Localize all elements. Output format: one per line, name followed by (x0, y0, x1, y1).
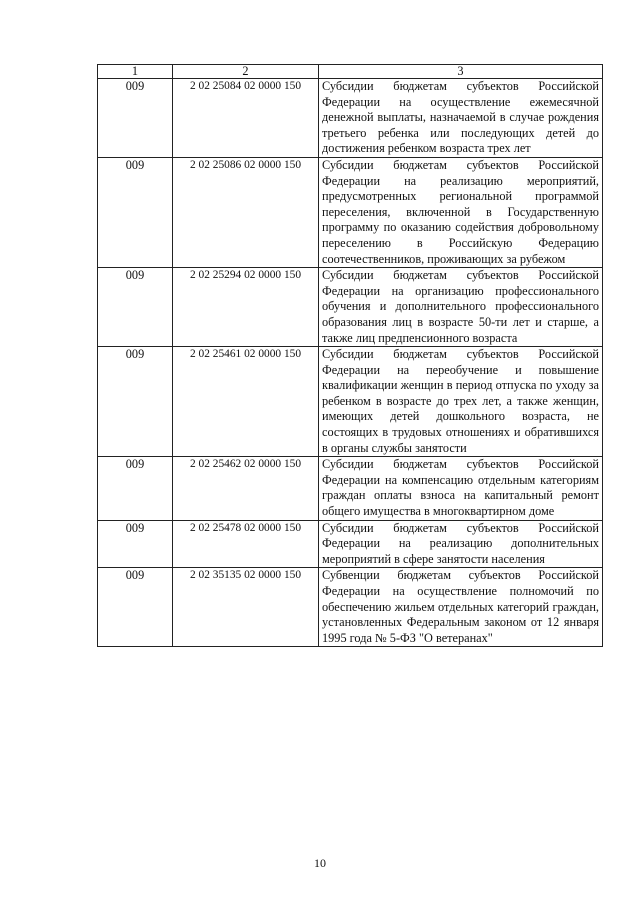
table-row (98, 347, 603, 457)
table-row (98, 157, 603, 267)
admin-code-cell: 009 (98, 568, 173, 647)
description-cell: Субсидии бюджетам субъектов Российской Федерации на переобучение и повышение квалификации женщин в период отпуска по уходу за ребенком в возрасте до трех лет, а также женщин, имеющих детей дошкольного возраста, не состоящих в трудовых отношениях и обратившихся в органы службы занятости (319, 347, 603, 457)
budget-code-table (97, 64, 603, 647)
budget-code-cell: 2 02 25461 02 0000 150 (173, 347, 319, 457)
admin-code-cell: 009 (98, 520, 173, 568)
description-cell: Субсидии бюджетам субъектов Российской Федерации на компенсацию отдельным категориям граждан оплаты взноса на капитальный ремонт общего имущества в многоквартирном доме (319, 457, 603, 520)
table-row (98, 79, 603, 158)
page-number: 10 (314, 856, 326, 870)
table-row (98, 268, 603, 347)
budget-code-cell: 2 02 25084 02 0000 150 (173, 79, 319, 158)
column-header: 2 (173, 65, 319, 79)
budget-code-cell: 2 02 25478 02 0000 150 (173, 520, 319, 568)
description-cell: Субсидии бюджетам субъектов Российской Федерации на организацию профессионального обучения и дополнительного профессионального образования лиц в возрасте 50-ти лет и старше, а также лиц предпенсионного возраста (319, 268, 603, 347)
admin-code-cell: 009 (98, 268, 173, 347)
table-row (98, 568, 603, 647)
description-cell: Субвенции бюджетам субъектов Российской Федерации на осуществление полномочий по обеспечению жильем отдельных категорий граждан, установленных Федеральным законом от 12 января 1995 года № 5-ФЗ "О ветеранах" (319, 568, 603, 647)
table-row (98, 457, 603, 520)
table-header-row (98, 65, 603, 79)
budget-code-cell: 2 02 35135 02 0000 150 (173, 568, 319, 647)
admin-code-cell: 009 (98, 79, 173, 158)
admin-code-cell: 009 (98, 347, 173, 457)
column-header: 3 (319, 65, 603, 79)
column-header: 1 (98, 65, 173, 79)
admin-code-cell: 009 (98, 457, 173, 520)
budget-code-cell: 2 02 25294 02 0000 150 (173, 268, 319, 347)
description-cell: Субсидии бюджетам субъектов Российской Федерации на реализацию мероприятий, предусмотренных региональной программой переселения, включенной в Государственную программу по оказанию содействия добровольному переселению в Российскую Федерацию соотечественников, проживающих за рубежом (319, 157, 603, 267)
admin-code-cell: 009 (98, 157, 173, 267)
description-cell: Субсидии бюджетам субъектов Российской Федерации на реализацию дополнительных мероприятий в сфере занятости населения (319, 520, 603, 568)
budget-code-cell: 2 02 25086 02 0000 150 (173, 157, 319, 267)
table-row (98, 520, 603, 568)
description-cell: Субсидии бюджетам субъектов Российской Федерации на осуществление ежемесячной денежной выплаты, назначаемой в случае рождения третьего ребенка или последующих детей до достижения ребенком возраста трех лет (319, 79, 603, 158)
budget-code-cell: 2 02 25462 02 0000 150 (173, 457, 319, 520)
